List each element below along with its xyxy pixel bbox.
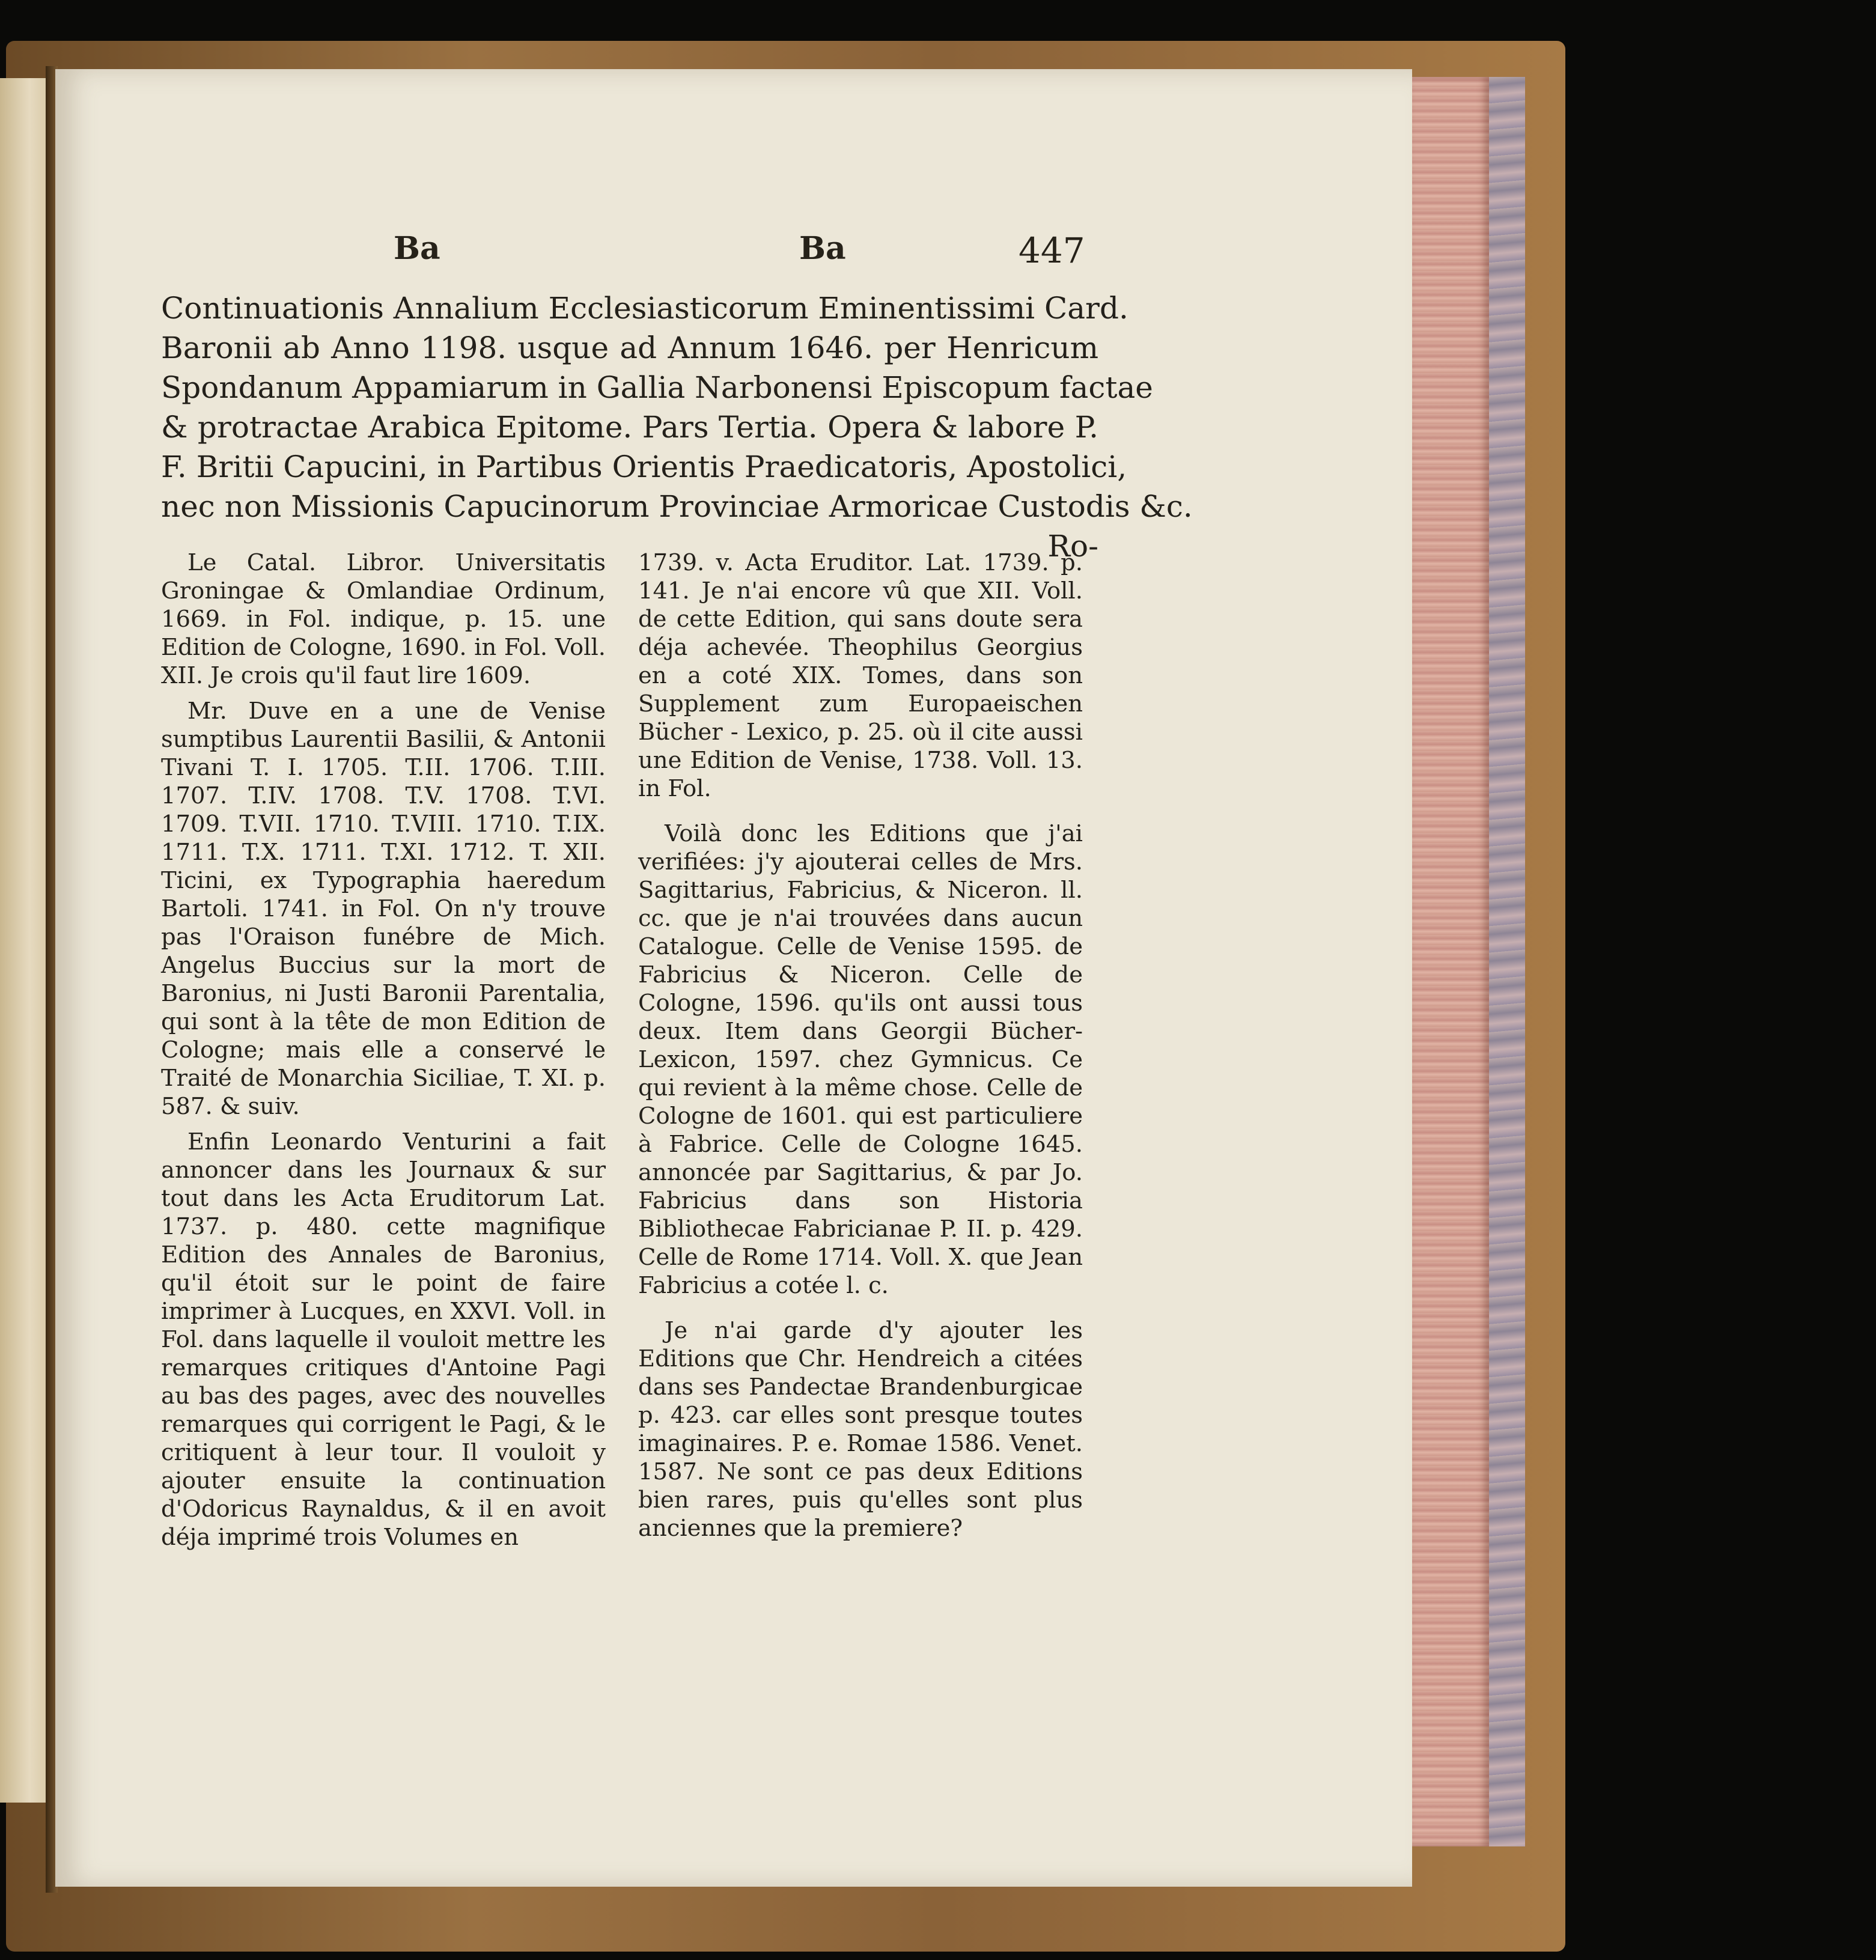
paragraph: Le Catal. Libror. Universitatis Groningae & Omlandiae Ordinum, 1669. in Fol. indique, p. 15. une Edition de Cologne, 1690. in Fol. Voll. XII. Je crois qu'il faut lire 1609. — [161, 549, 606, 689]
paragraph: Je n'ai garde d'y ajouter les Editions que Chr. Hendreich a citées dans ses Pandectae Brandenburgicae p. 423. car elles sont presque toutes imaginaires. P. e. Romae 1586. Venet. 1587. Ne sont ce pas deux Editions bien rares, puis qu'elles sont plus anciennes que la premiere? — [638, 1317, 1083, 1542]
entry-title-line: Ro- — [1047, 529, 1098, 564]
paragraph: Voilà donc les Editions que j'ai verifiées: j'y ajouterai celles de Mrs. Sagittarius, Fabricius, & Niceron. ll. cc. que je n'ai trouvées dans aucun Catalogue. Celle de Venise 1595. de Fabricius & Niceron. Celle de Cologne, 1596. qu'ils ont aussi tous deux. Item dans Georgii Bücher-Lexicon, 1597. chez Gymnicus. Ce qui revient à la même chose. Celle de Cologne de 1601. qui est particuliere à Fabrice. Celle de Cologne 1645. annoncée par Sagittarius, & par Jo. Fabricius dans son Historia Bibliothecae Fabricianae P. II. p. 429. Celle de Rome 1714. Voll. X. que Jean Fabricius a cotée l. c. — [638, 820, 1083, 1299]
left-text-column — [161, 549, 606, 1559]
entry-title-line: F. Britii Capucini, in Partibus Orientis Praedicatoris, Apostolici, — [161, 449, 1127, 484]
header-left-catchword: Ba — [394, 230, 440, 267]
page-fore-edge — [1412, 77, 1489, 1846]
paragraph: Mr. Duve en a une de Venise sumptibus Laurentii Basilii, & Antonii Tivani T. I. 1705. T.II. 1706. T.III. 1707. T.IV. 1708. T.V. 1708. T.VI. 1709. T.VII. 1710. T.VIII. 1710. T.IX. 1711. T.X. 1711. T.XI. 1712. T. XII. Ticini, ex Typographia haeredum Bartoli. 1741. in Fol. On n'y trouve pas l'Oraison funébre de Mich. Angelus Buccius sur la mort de Baronius, ni Justi Baronii Parentalia, qui sont à la tête de mon Edition de Cologne; mais elle a conservé le Traité de Monarchia Siciliae, T. XI. p. 587. & suiv. — [161, 698, 606, 1120]
entry-title-line: Spondanum Appamiarum in Gallia Narbonensi Episcopum factae — [161, 370, 1153, 405]
marbled-endpaper — [1489, 77, 1525, 1846]
right-text-column — [638, 549, 1083, 1550]
page-number: 447 — [1019, 230, 1085, 271]
facing-page-edge — [0, 78, 49, 1803]
entry-title-line: nec non Missionis Capucinorum Provinciae Armoricae Custodis &c. — [161, 489, 1193, 524]
entry-title — [161, 288, 1193, 566]
entry-title-line: & protractae Arabica Epitome. Pars Tertia. Opera & labore P. — [161, 410, 1098, 445]
paragraph: Enfin Leonardo Venturini a fait annoncer dans les Journaux & sur tout dans les Acta Eruditorum Lat. 1737. p. 480. cette magnifique Edition des Annales de Baronius, qu'il étoit sur le point de faire imprimer à Lucques, en XXVI. Voll. in Fol. dans laquelle il vouloit mettre les remarques critiques d'Antoine Pagi au bas des pages, avec des nouvelles remarques qui corrigent le Pagi, & le critiquent à leur tour. Il vouloit y ajouter ensuite la continuation d'Odoricus Raynaldus, & il en avoit déja imprimé trois Volumes en — [161, 1128, 606, 1551]
entry-title-line: Continuationis Annalium Ecclesiasticorum Eminentissimi Card. — [161, 291, 1128, 326]
entry-title-line: Baronii ab Anno 1198. usque ad Annum 1646. per Henricum — [161, 330, 1098, 365]
running-header — [0, 230, 1876, 284]
header-center-catchword: Ba — [799, 230, 846, 267]
paragraph: 1739. v. Acta Eruditor. Lat. 1739. p. 141. Je n'ai encore vû que XII. Voll. de cette Edition, qui sans doute sera déja achevée. Theophilus Georgius en a coté XIX. Tomes, dans son Supplement zum Europaeischen Bücher - Lexico, p. 25. où il cite aussi une Edition de Venise, 1738. Voll. 13. in Fol. — [638, 549, 1083, 802]
